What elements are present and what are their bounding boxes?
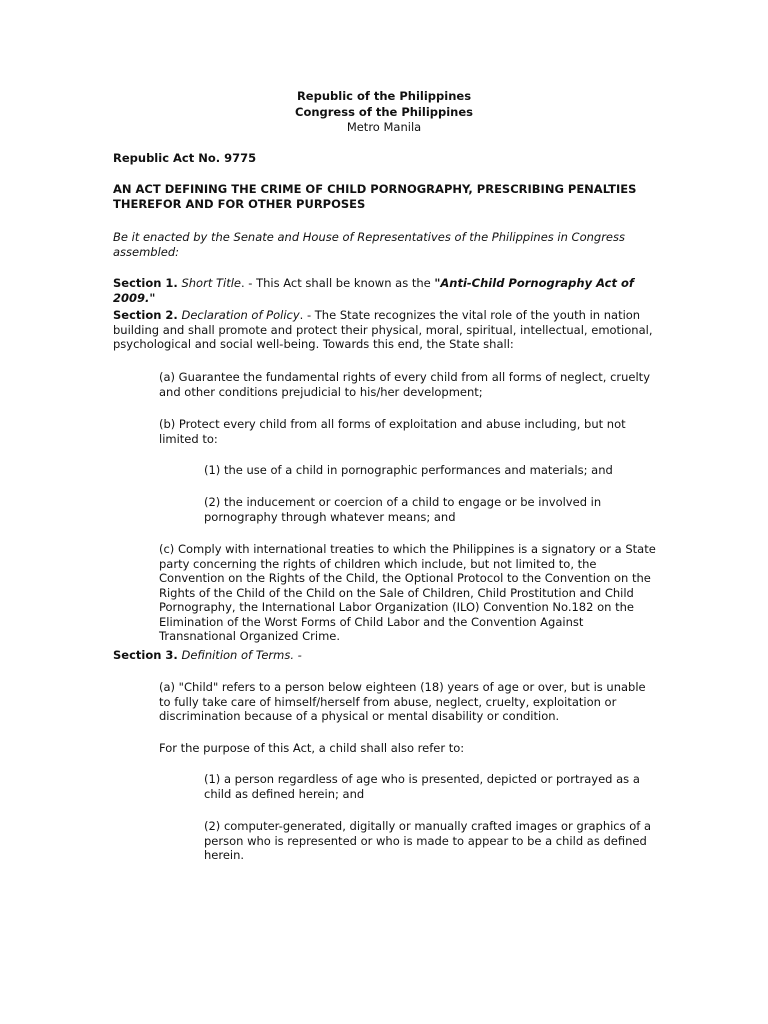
section-2-item-b2: (2) the inducement or coercion of a child to engage or be involved in pornography through whatever means; and (204, 495, 602, 524)
act-number: Republic Act No. 9775 (113, 151, 257, 165)
section-1-heading: Short Title (181, 276, 241, 290)
section-3-text: . - (290, 648, 302, 662)
section-2-text: . - The State recognizes the vital role of the youth in nation building and shall promote and protect their physical, moral, spiritual, intellectual, emotional, psychological and social well-being. Towards this end, the State shall: (113, 308, 653, 351)
section-3-label: Section 3. (113, 648, 178, 662)
section-1-text: . - This Act shall be known as the (241, 276, 435, 290)
section-2-item-b1: (1) the use of a child in pornographic performances and materials; and (204, 463, 613, 477)
section-3 (113, 648, 658, 663)
section-2-heading: Declaration of Policy (181, 308, 300, 322)
section-3-item-1: (1) a person regardless of age who is presented, depicted or portrayed as a child as defined herein; and (204, 772, 640, 801)
section-3-item-a: (a) "Child" refers to a person below eighteen (18) years of age or over, but is unable to fully take care of himself/herself from abuse, neglect, cruelty, exploitation or discrimination because of a physical or mental disability or condition. (159, 680, 646, 723)
section-1 (113, 276, 658, 305)
header-republic: Republic of the Philippines (296, 89, 472, 103)
header-congress: Congress of the Philippines (295, 105, 473, 119)
section-3-purpose: For the purpose of this Act, a child shall also refer to: (159, 741, 465, 755)
section-2-item-a: (a) Guarantee the fundamental rights of every child from all forms of neglect, cruelty and other conditions prejudicial to his/her development; (159, 370, 650, 399)
section-2-label: Section 2. (113, 308, 178, 322)
section-2-item-b: (b) Protect every child from all forms of exploitation and abuse including, but not limited to: (159, 417, 626, 446)
enacting-clause: Be it enacted by the Senate and House of Representatives of the Philippines in Congress assembled: (113, 230, 625, 259)
section-1-label: Section 1. (113, 276, 178, 290)
section-2 (113, 308, 658, 352)
section-3-item-2: (2) computer-generated, digitally or manually crafted images or graphics of a person who is represented or who is made to appear to be a child as defined herein. (204, 819, 652, 862)
act-title: AN ACT DEFINING THE CRIME OF CHILD PORNOGRAPHY, PRESCRIBING PENALTIES THEREFOR AND FOR OTHER PURPOSES (113, 182, 637, 211)
header-location: Metro Manila (346, 120, 422, 134)
section-2-item-c: (c) Comply with international treaties to which the Philippines is a signatory or a State party concerning the rights of children which include, but not limited to, the Convention on the Rights of the Child, the Optional Protocol to the Convention on the Rights of the Child of the Child on the Sale of Children, Child Prostitution and Child Pornography, the International Labor Organization (ILO) Convention No.182 on the Elimination of the Worst Forms of Child Labor and the Convention Against Transnational Organized Crime. (159, 542, 656, 643)
section-3-heading: Definition of Terms (181, 648, 291, 662)
section-1-short-title: "Anti-Child Pornography Act of 2009." (113, 276, 634, 305)
